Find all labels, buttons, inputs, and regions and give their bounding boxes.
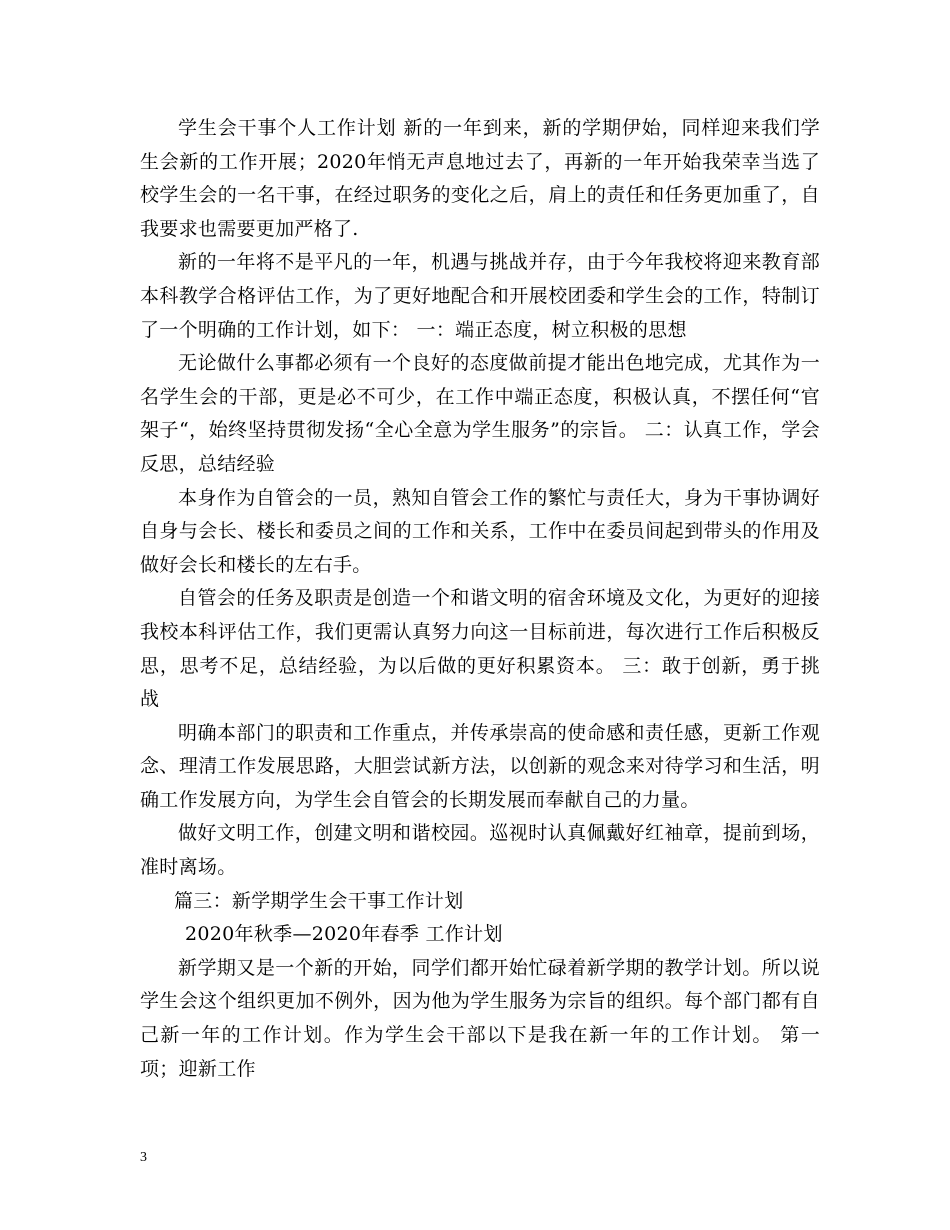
paragraph-new-semester: 新学期又是一个新的开始，同学们都开始忙碌着新学期的教学计划。所以说学生会这个组织更加不例外，因为他为学生服务为宗旨的组织。每个部门都有自己新一年的工作计划。作为学生会干部以下是我在新一年的工作计划。 第一项；迎新工作	[140, 956, 820, 1080]
paragraph-duties: 自管会的任务及职责是创造一个和谐文明的宿舍环境及文化，为更好的迎接我校本科评估工作，我们更需认真努力向这一目标前进，每次进行工作后积极反思，思考不足，总结经验，为以后做的更好积累资本。 三：敢于创新，勇于挑战	[140, 587, 820, 711]
paragraph-civility: 做好文明工作，创建文明和谐校园。巡视时认真佩戴好红袖章，提前到场，准时离场。	[140, 822, 820, 879]
section-heading: 篇三：新学期学生会干事工作计划	[174, 889, 464, 912]
paragraph-role: 本身作为自管会的一员，熟知自管会工作的繁忙与责任大，身为干事协调好自身与会长、楼长和委员之间的工作和关系，工作中在委员间起到带头的作用及做好会长和楼长的左右手。	[140, 486, 820, 576]
document-body	[140, 112, 820, 1086]
paragraph-attitude: 无论做什么事都必须有一个良好的态度做前提才能出色地完成，尤其作为一名学生会的干部，更是必不可少，在工作中端正态度，积极认真，不摆任何“官架子“，始终坚持贯彻发扬“全心全意为学生服务”的宗旨。 二：认真工作，学会反思，总结经验	[140, 352, 820, 475]
sub-heading: 2020年秋季—2020年春季 工作计划	[185, 923, 503, 946]
paragraph-goals: 新的一年将不是平凡的一年，机遇与挑战并存，由于今年我校将迎来教育部本科教学合格评估工作，为了更好地配合和开展校团委和学生会的工作，特制订了一个明确的工作计划，如下： 一：端正态度，树立积极的思想	[140, 251, 820, 341]
paragraph-intro: 学生会干事个人工作计划 新的一年到来，新的学期伊始，同样迎来我们学生会新的工作开展；2020年悄无声息地过去了，再新的一年开始我荣幸当选了校学生会的一名干事，在经过职务的变化之后，肩上的责任和任务更加重了，自我要求也需要更加严格了.	[140, 117, 820, 240]
paragraph-innovation: 明确本部门的职责和工作重点，并传承崇高的使命感和责任感，更新工作观念、理清工作发展思路，大胆尝试新方法，以创新的观念来对待学习和生活，明确工作发展方向，为学生会自管会的长期发展而奉献自己的力量。	[140, 721, 820, 811]
page-number: 3	[140, 1150, 147, 1165]
